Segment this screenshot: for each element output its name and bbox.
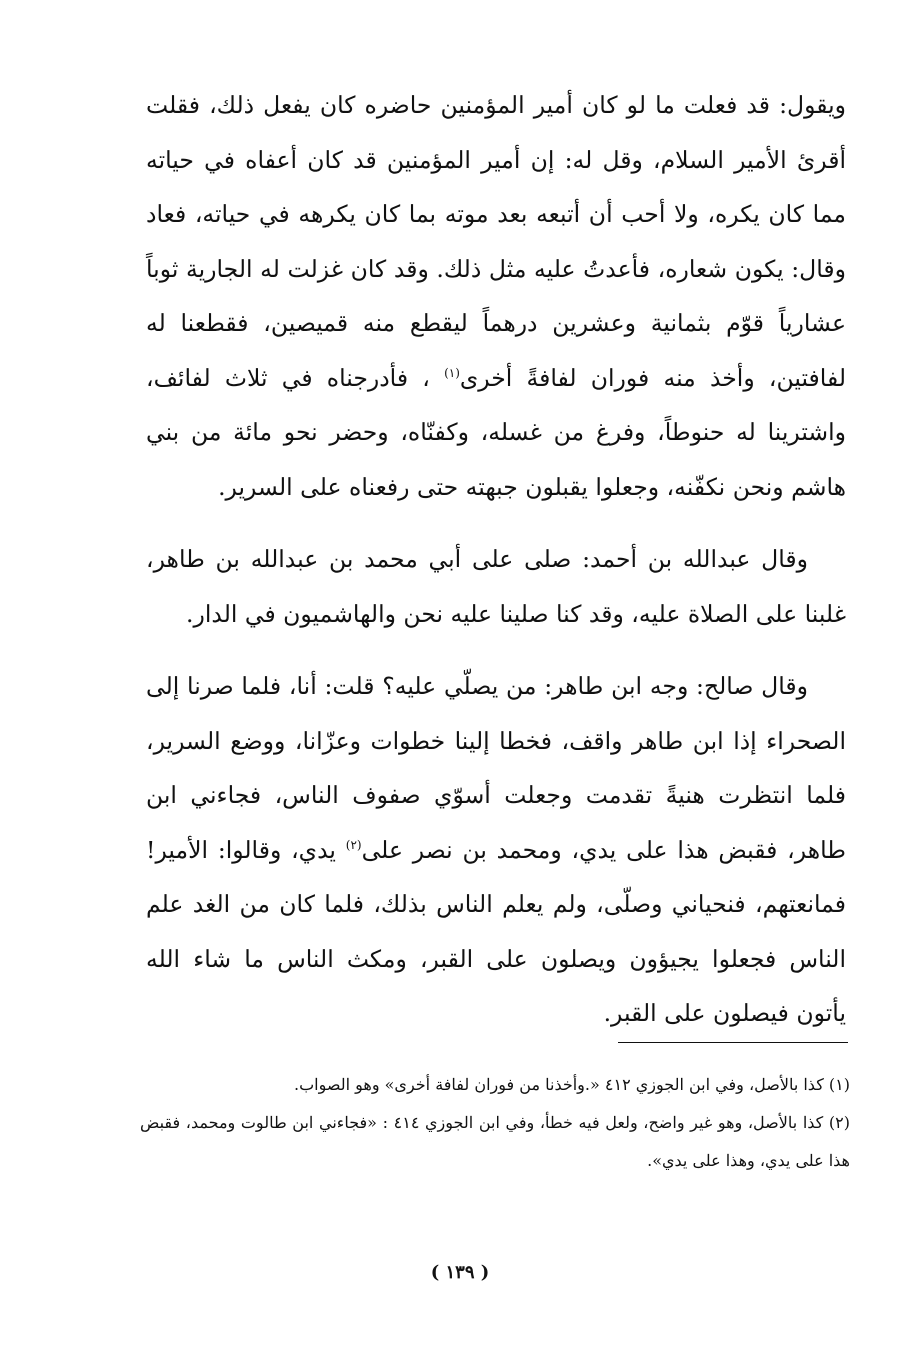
page-number: ( ١٣٩ ): [430, 1262, 490, 1283]
footnote-divider: [618, 1042, 848, 1043]
paragraph-prayer: [146, 532, 846, 641]
footnotes: [140, 1066, 850, 1180]
paragraph-salih: [146, 659, 846, 1041]
footnote-1: (١) كذا بالأصل، وفي ابن الجوزي ٤١٢ «.وأخذنا من فوران لفافة أخرى» وهو الصواب.: [293, 1075, 850, 1094]
paragraph-shroud: [146, 78, 846, 514]
paragraph-text: يدي، وقالوا: الأمير! فمانعتهم، فنحياني وصلّى، ولم يعلم الناس بذلك، فلما كان من الغد علم الناس فجعلوا يجيؤون ويصلون على القبر، ومكث الناس ما شاء الله يأتون فيصلون على القبر.: [146, 835, 846, 1027]
paragraph-text: وقال عبدالله بن أحمد: صلى على أبي محمد بن عبدالله بن طاهر، غلبنا على الصلاة عليه، وقد كنا صلينا عليه نحن والهاشميون في الدار.: [146, 545, 846, 628]
paragraph-text: ويقول: قد فعلت ما لو كان أمير المؤمنين حاضره كان يفعل ذلك، فقلت أقرئ الأمير السلام، وقل له: إن أمير المؤمنين قد كان أعفاه في حياته مما كان يكره، ولا أحب أن أتبعه بعد موته بما كان يكرهه في حياته، فعاد وقال: يكون شعاره، فأعدتُ عليه مثل ذلك. وقد كان غزلت له الجارية ثوباً عشارياً قوّم بثمانية وعشرين درهماً ليقطع منه قميصين، فقطعنا له لفافتين، وأخذ منه فوران لفافةً أخرى: [146, 91, 846, 392]
footnote-2: (٢) كذا بالأصل، وهو غير واضح، ولعل فيه خطأ، وفي ابن الجوزي ٤١٤ : «فجاءني ابن طالوت ومحمد، فقبض هذا على يدي، وهذا على يدي».: [140, 1113, 851, 1170]
footnote-ref-2: (٢): [345, 837, 362, 852]
paragraph-text: ، فأدرجناه في ثلاث لفائف، واشترينا له حنوطاً، وفرغ من غسله، وكفنّاه، وحضر نحو مائة من بني هاشم ونحن نكفّنه، وجعلوا يقبلون جبهته حتى رفعناه على السرير.: [146, 363, 846, 501]
main-text: [146, 78, 846, 1041]
paragraph-text: وقال صالح: وجه ابن طاهر: من يصلّي عليه؟ قلت: أنا، فلما صرنا إلى الصحراء إذا ابن طاهر واقف، فخطا إلينا خطوات وعزّانا، ووضع السرير، فلما انتظرت هنيةً تقدمت وجعلت أسوّي صفوف الناس، فجاءني ابن طاهر، فقبض هذا على يدي، ومحمد بن نصر على: [146, 672, 846, 864]
footnote-ref-1: (١): [444, 365, 460, 380]
